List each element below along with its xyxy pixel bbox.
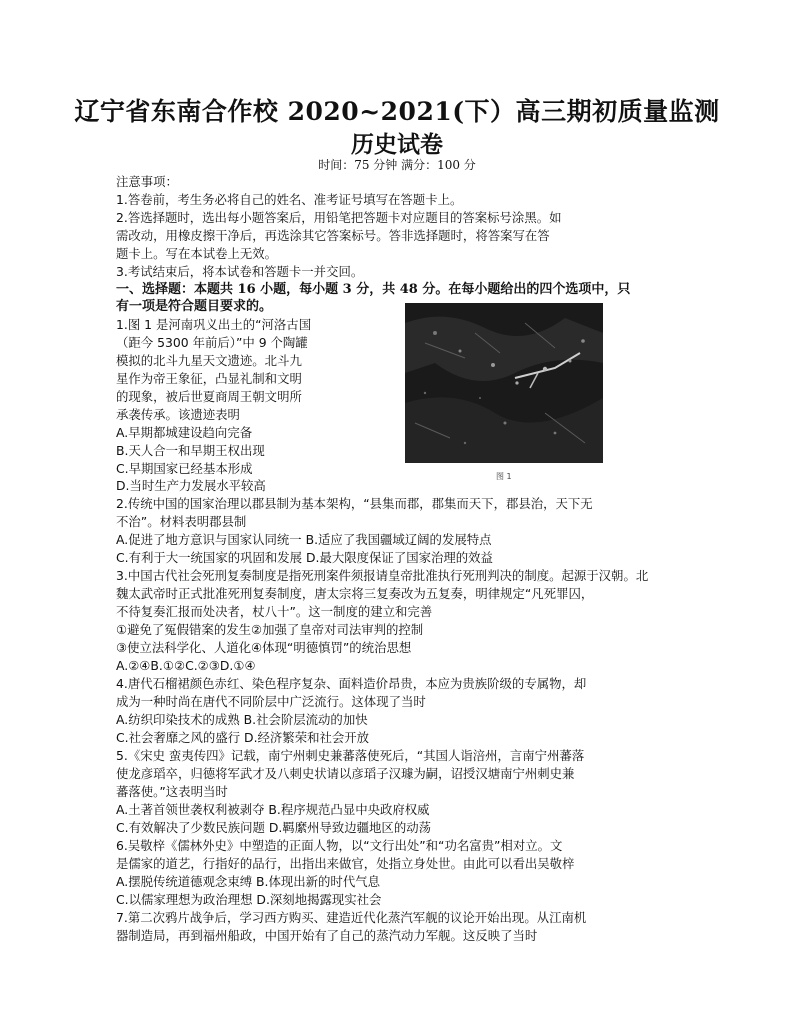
section-heading: 有一项是符合题目要求的。 bbox=[116, 299, 273, 314]
question-line: 成为一种时尚在唐代不同阶层中广泛流行。这体现了当时 bbox=[116, 694, 426, 709]
figure-1-caption: 图 1 bbox=[496, 472, 512, 481]
question-option: A.纺织印染技术的成熟 B.社会阶层流动的加快 bbox=[116, 712, 368, 727]
figure-1-photo bbox=[405, 303, 603, 463]
question-1-option: C.早期国家已经基本形成 bbox=[116, 461, 253, 476]
question-line: 2.传统中国的国家治理以郡县制为基本架构，“县集而郡，郡集而天下，郡县治，天下无 bbox=[116, 496, 593, 511]
question-option: A.促进了地方意识与国家认同统一 B.适应了我国疆域辽阔的发展特点 bbox=[116, 532, 492, 547]
notes-line: 题卡上。写在本试卷上无效。 bbox=[116, 246, 278, 261]
question-line: 器制造局，再到福州船政，中国开始有了自己的蒸汽动力军舰。这反映了当时 bbox=[116, 928, 538, 943]
notes-line: 1.答卷前，考生务必将自己的姓名、准考证号填写在答题卡上。 bbox=[116, 192, 463, 207]
question-line: 魏太武帝时正式批准死刑复奏制度，唐太宗将三复奏改为五复奏，明律规定“凡死罪囚， bbox=[116, 586, 594, 601]
question-line: 3.中国古代社会死刑复奏制度是指死刑案件须报请皇帝批准执行死刑判决的制度。起源于汉朝。北 bbox=[116, 568, 649, 583]
question-line: 不治”。材料表明郡县制 bbox=[116, 514, 247, 529]
notes-line: 注意事项： bbox=[116, 174, 178, 189]
question-line: 6.吴敬梓《儒林外史》中塑造的正面人物，以“文行出处”和“功名富贵”相对立。文 bbox=[116, 838, 563, 853]
question-1-line: 承袭传承。该遗迹表明 bbox=[116, 407, 240, 422]
question-line: ①避免了冤假错案的发生②加强了皇帝对司法审判的控制 bbox=[116, 622, 424, 637]
question-1-option: B.天人合一和早期王权出现 bbox=[116, 443, 265, 458]
notes-line: 2.答选择题时，选出每小题答案后，用铅笔把答题卡对应题目的答案标号涂黑。如 bbox=[116, 210, 562, 225]
question-1-line: 星作为帝王象征，凸显礼制和文明 bbox=[116, 371, 302, 386]
question-line: 不待复奏汇报而处决者，杖八十”。这一制度的建立和完善 bbox=[116, 604, 433, 619]
question-option: A.土著首领世袭权利被剥夺 B.程序规范凸显中央政府权威 bbox=[116, 802, 430, 817]
question-option: C.以儒家理想为政治理想 D.深刻地揭露现实社会 bbox=[116, 892, 382, 907]
question-option: A.摆脱传统道德观念束缚 B.体现出新的时代气息 bbox=[116, 874, 380, 889]
question-line: ③使立法科学化、人道化④体现“明德慎罚”的统治思想 bbox=[116, 640, 412, 655]
question-1-line: 模拟的北斗九星天文遗迹。北斗九 bbox=[116, 353, 302, 368]
question-line: 5.《宋史 蛮夷传四》记载，南宁州刺史兼蕃落使死后，“其国人诣涪州，言南宁州蕃落 bbox=[116, 748, 585, 763]
exam-meta: 时间：75 分钟 满分：100 分 bbox=[318, 158, 476, 172]
question-option: C.有利于大一统国家的巩固和发展 D.最大限度保证了国家治理的效益 bbox=[116, 550, 493, 565]
notes-line: 需改动，用橡皮擦干净后，再选涂其它答案标号。答非选择题时，将答案写在答 bbox=[116, 228, 550, 243]
question-line: 蕃落使。”这表明当时 bbox=[116, 784, 228, 799]
question-option: C.有效解决了少数民族问题 D.羁縻州导致边疆地区的动荡 bbox=[116, 820, 431, 835]
question-line: 7.第二次鸦片战争后，学习西方购买、建造近代化蒸汽军舰的议论开始出现。从江南机 bbox=[116, 910, 587, 925]
notes-line: 3.考试结束后，将本试卷和答题卡一并交回。 bbox=[116, 264, 364, 279]
exam-subtitle: 历史试卷 bbox=[351, 131, 443, 158]
question-option: A.②④B.①②C.②③D.①④ bbox=[116, 658, 256, 673]
question-1-line: 1.图 1 是河南巩义出土的“河洛古国 bbox=[116, 317, 312, 332]
exam-title: 辽宁省东南合作校 2020~2021(下）高三期初质量监测 bbox=[74, 97, 720, 126]
question-option: C.社会奢靡之风的盛行 D.经济繁荣和社会开放 bbox=[116, 730, 370, 745]
question-line: 使龙彦瑫卒，归德将军武才及八刺史状请以彦瑫子汉璩为嗣，诏授汉塘南宁州刺史兼 bbox=[116, 766, 575, 781]
section-heading: 一、选择题：本题共 16 小题，每小题 3 分，共 48 分。在每小题给出的四个选项中，只 bbox=[116, 282, 631, 297]
question-line: 4.唐代石榴裙颜色赤红、染色程序复杂、面料造价昂贵，本应为贵族阶级的专属物，却 bbox=[116, 676, 587, 691]
question-1-line: 的现象，被后世夏商周王朝文明所 bbox=[116, 389, 302, 404]
question-1-option: A.早期都城建设趋向完备 bbox=[116, 425, 253, 440]
question-1-option: D.当时生产力发展水平较高 bbox=[116, 478, 266, 493]
question-line: 是儒家的道艺，行指好的品行，出指出来做官，处指立身处世。由此可以看出吴敬梓 bbox=[116, 856, 575, 871]
question-1-line: （距今 5300 年前后）”中 9 个陶罐 bbox=[116, 335, 308, 350]
